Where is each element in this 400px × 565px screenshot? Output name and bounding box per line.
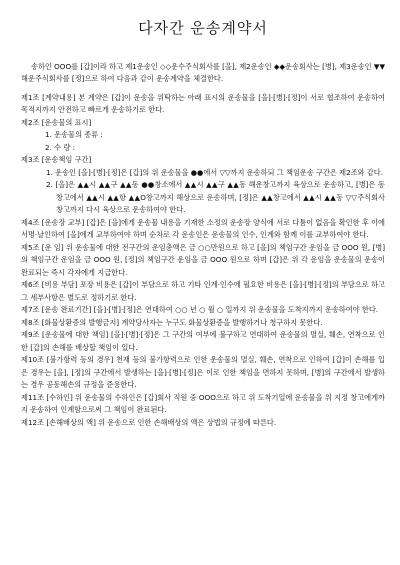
article-5: 제5조 [운 임] 위 운송물에 대한 전구간의 운임총액은 금 ○○만원으로 하고 [을]의 책임구간 운임을 금 OOO 원, [병]의 책임구간 운임을 금 OOO 원, [정]의 책임구간 운임을 금 OOO 원으로 하며 [갑]은 위 각 운임을 운송물의 운송이 완료되는 즉시 각자에게 지급한다.	[21, 242, 385, 277]
article-10: 제10조 [불가항력 등의 경우] 천재 등의 불가항력으로 인한 운송물의 멸실, 훼손, 연착으로 인하여 [갑]이 손해를 입은 경우는 [을], [정]의 구간에서 발생하는 [을]·[병]·[정]은 이로 인한 책임을 면하지 못하며, [병]의 구간에서 발생하는 경우 공동해손의 규정을 준용한다.	[21, 355, 385, 389]
article-11: 제11조 [수하인] 위 운송물의 수하인은 [갑]회사 직원 중 OOO으로 하고 위 도착기일에 운송물을 위 지정 창고에게까지 운송하여 인계함으로써 그 책임이 완료된다.	[21, 392, 385, 414]
article-1: 제1조 [계약내용] 본 계약은 [갑]이 운송을 위탁하는 아래 표시의 운송물을 [을]·[병]·[정]이 서로 협조하여 운송하여 목적지까지 안전하고 빠르게 운송하기로 한다.	[21, 92, 385, 114]
article-7: 제7조 [운송 완료기간] [을]·[병]·[정]은 연대하여 ○○ 년 ○ 월 ○ 일까지 위 운송물을 도착지까지 운송하여야 한다.	[21, 305, 379, 314]
article-2-heading: 제2조 [운송물의 표시]	[21, 117, 92, 127]
article-8: 제8조 [화물상환증의 발행금지] 계약당사자는 누구도 화물상환증을 발행하거나 청구하지 못한다.	[21, 317, 323, 327]
article-3-item-1: 1. 운송인 [을]·[병]·[정]은 [갑]의 위 운송물을 ●●에서 ▽▽까지 운송하되 그 책임운송 구간은 제2조와 같다.	[46, 167, 384, 177]
article-2-item-quantity: 2. 수 량 :	[45, 142, 76, 152]
article-3-item-2: 2. [을]은 ▲▲시 ▲▲구 ▲▲동 ●●창소에서 ▲▲시 ▲▲구 ▲▲동 해운창고까지 육상으로 운송하고, [병]은 동 창고에서 ▲▲시 ▲▲항 ▲▲O창고까지 해상으로 운송하며, [정]은 ▲▲창고에서 ▲▲시 ▲▲동 ▽▽주식회사 창고까지 다시 육상으로 운송하여야 한다.	[46, 180, 385, 214]
preamble: 송하인 OOO를 [갑]이라 하고 제1운송인 ◇◇운수주식회사를 [을], 제2운송인 ◆◆운송회사는 [병], 제3운송인 ▼▼해운주식회사를 [정]으로 하여 다음과 같이 운송계약을 체결한다.	[21, 61, 385, 83]
article-9: 제9조 [운송물에 대한 책임] [을]·[병]·[정]은 그 구간의 여부에 불구하고 연대하여 운송물의 멸실, 훼손, 연착으로 인한 [갑]의 손해를 배상할 책임이 있다.	[21, 330, 385, 352]
article-4: 제4조 [운송장 교부] [갑]은 [을]에게 운송물 내용을 기재한 소정의 운송장 양식에 서로 다툼이 없음을 확인한 후 이에 서명·날인하여 [을]에게 교부하여야 하며 순차로 각 운송인은 운송물의 인수, 인계와 함께 이를 교부하여야 한다.	[21, 217, 385, 239]
article-6: 제6조 [비용 부담] 포장 비용은 [갑]이 부담으로 하고 기타 인계·인수에 필요한 비용은 [을]·[병]·[정]의 부담으로 하고 그 세부사항은 별도로 정하기로 한다.	[21, 280, 385, 302]
article-12: 제12조 [손해배상의 액] 위 운송으로 인한 손해배상의 액은 상법의 규정에 따른다.	[21, 417, 277, 427]
article-2-item-kind: 1. 운송물의 종류 :	[45, 130, 103, 139]
article-3-heading: 제3조 [운송책임 구간]	[21, 155, 92, 164]
document-title: 다자간 운송계약서	[138, 19, 268, 37]
